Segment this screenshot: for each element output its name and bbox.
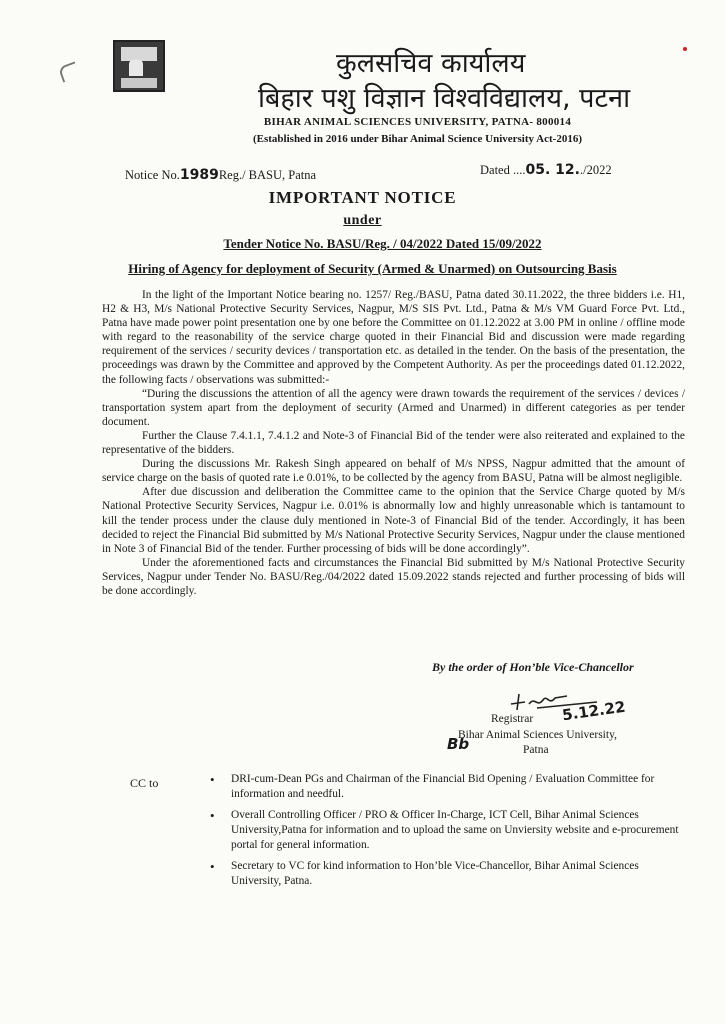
cc-label: CC to [130,776,159,790]
notice-number-prefix: Notice No. [125,168,180,182]
hindi-university-name: बिहार पशु विज्ञान विश्वविद्यालय, पटना [258,83,631,114]
page-title: IMPORTANT NOTICE [268,188,457,207]
registrar-handwritten-date: 5.12.22 [561,697,627,725]
body-paragraph-6: Under the aforementioned facts and circumstances the Financial Bid submitted by M/s National Protective Security Services, Nagpur under Tender No. BASU/Reg./04/2022 dated 15.09.2022 stands rejected and further processing of bids will be done accordingly. [102,556,685,597]
registrar-city: Patna [523,744,549,756]
tender-reference: Tender Notice No. BASU/Reg. / 04/2022 Dated 15/09/2022 [223,236,542,251]
establishment-line: (Established in 2016 under Bihar Animal Science University Act-2016) [252,133,582,145]
cc-item: • Secretary to VC for kind information to Hon’ble Vice-Chancellor, Bihar Animal Sciences University, Patna. [210,859,680,889]
hindi-office-title: कुलसचिव कार्यालय [336,48,526,79]
scan-mark [58,61,80,82]
under-label: under [343,213,382,228]
university-logo [113,40,165,92]
registrar-university: Bihar Animal Sciences University, [458,729,617,741]
body-paragraph-5: After due discussion and deliberation the Committee came to the opinion that the Service Charge quoted by M/s National Protective Security Services, Nagpur i.e. 0.01% is abnormally low and highly unreasonable which is tantamount to kill the tender process under the clause duly mentioned in Note-3 of Financial Bid of the tender. Accordingly, it has been decided to reject the Financial Bid submitted by M/s National Protective Security Services, Nagpur under the clause mentioned in Note 3 of Financial Bid of the tender. Further processing of bids will be done accordingly”. [102,486,685,555]
body-paragraph-2: “During the discussions the attention of all the agency were drawn towards the requirement of the services / devices / transportation system apart from the deployment of security (Armed and Unarmed) in different categories as per tender document. [102,387,685,428]
handwritten-initials: Bb [447,735,470,753]
notice-number-handwritten: 1989 [179,167,219,183]
cc-item: • Overall Controlling Officer / PRO & Officer In-Charge, ICT Cell, Bihar Animal Sciences University,Patna for information and to upload the same on Unviersity website and e-procurement portal for general information. [210,808,680,853]
university-name: BIHAR ANIMAL SCIENCES UNIVERSITY, PATNA- 800014 [263,116,572,128]
body-paragraph-3: Further the Clause 7.4.1.1, 7.4.1.2 and Note-3 of Financial Bid of the tender were also reiterated and explained to the representative of the bidders. [102,429,685,457]
notice-number-suffix: Reg./ BASU, Patna [218,168,317,182]
cc-list [210,772,680,895]
scan-dot [683,47,687,51]
subject-line: Hiring of Agency for deployment of Security (Armed & Unarmed) on Outsourcing Basis [128,261,617,276]
cc-item: • DRI-cum-Dean PGs and Chairman of the Financial Bid Opening / Evaluation Committee for information and needful. [210,772,680,802]
body-paragraph-1: In the light of the Important Notice bearing no. 1257/ Reg./BASU, Patna dated 30.11.2022, the three bidders i.e. H1, H2 & H3, M/s National Protective Security Services, Nagpur, M/S SIS Pvt. Ltd., Patna & M/s VM Guard Force Pvt. Ltd., Patna have made power point presentation one by one before the Committee on 01.12.2022 at 3.00 PM in online / offline mode with regard to the reasonability of the service charge quoted in their Financial Bid and discussion were made regarding requirement of the services / security devices / transportation etc. as detailed in the tender. On the basis of the presentation, the proceedings was drawn by the Committee and approved by the Competent Authority. As per the proceedings dated 01.12.2022, the following facts / observations was submitted:- [102,289,685,386]
date-suffix: ./2022 [579,163,612,177]
notice-body [102,288,685,598]
date-handwritten: 05. 12. [525,162,580,178]
order-line: By the order of Hon’ble Vice-Chancellor [432,660,634,674]
notice-number [125,167,316,183]
date-prefix: Dated .... [480,163,526,177]
body-paragraph-4: During the discussions Mr. Rakesh Singh appeared on behalf of M/s NPSS, Nagpur admitted that the amount of service charge on the basis of quoted rate i.e 0.01%, to be collected by the agency from BASU, Patna will be almost negligible. [102,458,685,485]
notice-date [480,162,612,178]
registrar-label: Registrar [491,713,534,725]
